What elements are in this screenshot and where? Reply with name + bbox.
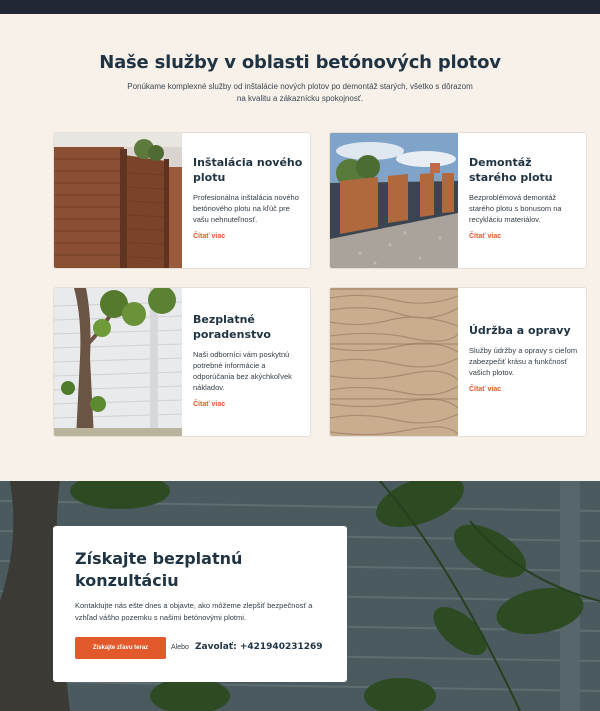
service-card-body bbox=[469, 155, 581, 240]
wood-panel-fence-photo bbox=[54, 133, 182, 268]
consultation-description: Kontaktujte nás ešte dnes a objavte, ako môžeme zlepšiť bezpečnosť a vzhľad vášho pozemku s našimi betónovými plotmi. bbox=[75, 601, 313, 622]
service-card-body bbox=[193, 155, 305, 240]
service-card-title: Bezplatné poradenstvo bbox=[193, 313, 271, 341]
services-title: Naše služby v oblasti betónových plotov bbox=[99, 52, 501, 73]
services-subtitle: Ponúkame komplexné služby od inštalácie nových plotov po demontáž starých, všetko s dôrazom na kvalitu a zákaznícku spokojnosť. bbox=[127, 82, 473, 103]
consultation-title: Získajte bezplatnú konzultáciu bbox=[75, 549, 243, 590]
top-navigation-bar bbox=[0, 0, 600, 14]
read-more-link[interactable]: Čítať viac bbox=[193, 401, 226, 408]
service-card-maintenance[interactable] bbox=[329, 287, 587, 437]
wood-texture-photo bbox=[330, 288, 458, 436]
service-card-description: Naši odborníci vám poskytnú potrebné informácie a odporúčania bez akýchkoľvek nákladov. bbox=[193, 350, 292, 392]
call-phone-link[interactable]: Zavolať: +421940231269 bbox=[195, 642, 323, 652]
consultation-section bbox=[0, 481, 600, 711]
consultation-card bbox=[53, 526, 347, 682]
service-card-title: Inštalácia nového plotu bbox=[193, 156, 303, 184]
service-card-body bbox=[469, 323, 581, 393]
get-discount-button[interactable]: Získajte zľavu teraz bbox=[75, 637, 166, 659]
service-card-consulting[interactable] bbox=[53, 287, 311, 437]
service-card-title: Demontáž starého plotu bbox=[469, 156, 553, 184]
read-more-link[interactable]: Čítať viac bbox=[469, 386, 502, 393]
service-card-title: Údržba a opravy bbox=[469, 324, 571, 337]
tree-and-white-fence-photo bbox=[54, 288, 182, 436]
service-card-description: Profesionálna inštalácia nového betónového plotu na kľúč pre vašu nehnuteľnosť. bbox=[193, 193, 299, 224]
read-more-link[interactable]: Čítať viac bbox=[193, 233, 226, 240]
service-card-description: Bezproblémová demontáž starého plotu s bonusom na recykláciu materiálov. bbox=[469, 193, 562, 224]
read-more-link[interactable]: Čítať viac bbox=[469, 233, 502, 240]
fence-with-sky-photo bbox=[330, 133, 458, 268]
or-label: Alebo bbox=[171, 644, 189, 651]
service-card-body bbox=[193, 312, 305, 408]
service-card-demolition[interactable] bbox=[329, 132, 587, 269]
services-section bbox=[0, 14, 600, 481]
service-card-installation[interactable] bbox=[53, 132, 311, 269]
service-card-description: Služby údržby a opravy s cieľom zabezpečiť krásu a funkčnosť vašich plotov. bbox=[469, 346, 578, 377]
